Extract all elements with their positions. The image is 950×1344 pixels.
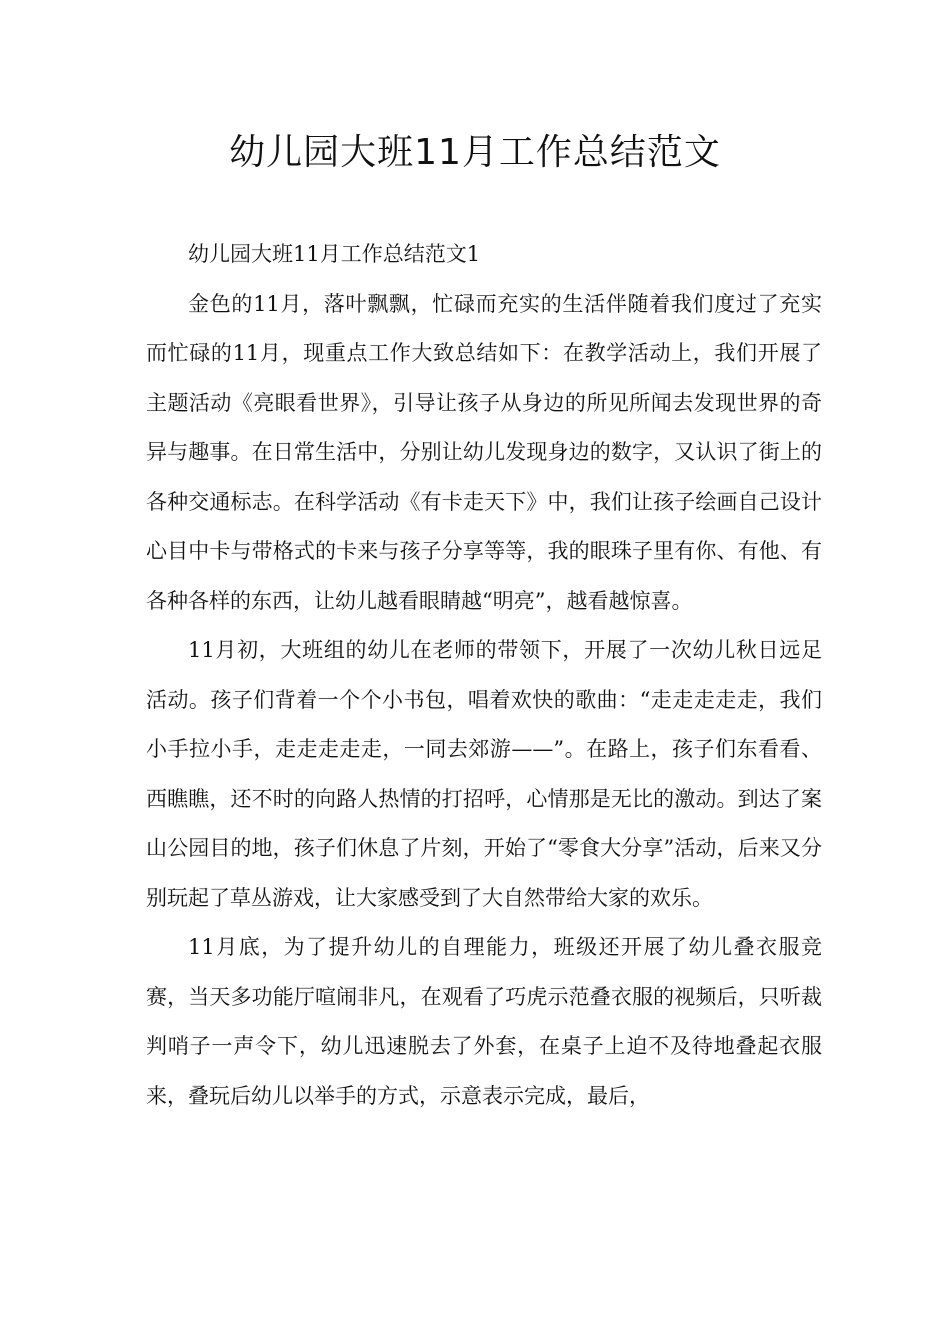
paragraph: 11月底，为了提升幼儿的自理能力，班级还开展了幼儿叠衣服竞赛，当天多功能厅喧闹非凡，在观看了巧虎示范叠衣服的视频后，只听裁判哨子一声令下，幼儿迅速脱去了外套，在桌子上迫不及待地叠起衣服来，叠玩后幼儿以举手的方式，示意表示完成，最后， [146, 935, 822, 1108]
document-body [146, 230, 822, 1121]
paragraph: 金色的11月，落叶飘飘，忙碌而充实的生活伴随着我们度过了充实而忙碌的11月，现重点工作大致总结如下：在教学活动上，我们开展了主题活动《亮眼看世界》，引导让孩子从身边的所见所闻去发现世界的奇异与趣事。在日常生活中，分别让幼儿发现身边的数字，又认识了街上的各种交通标志。在科学活动《有卡走天下》中，我们让孩子绘画自己设计心目中卡与带格式的卡来与孩子分享等等，我的眼珠子里有你、有他、有各种各样的东西，让幼儿越看眼睛越“明亮”，越看越惊喜。 [146, 291, 822, 613]
document-title: 幼儿园大班11月工作总结范文 [229, 132, 721, 173]
section-heading: 幼儿园大班11月工作总结范文1 [188, 242, 481, 266]
paragraph: 11月初，大班组的幼儿在老师的带领下，开展了一次幼儿秋日远足活动。孩子们背着一个个小书包，唱着欢快的歌曲：“走走走走走，我们小手拉小手，走走走走走，一同去郊游——”。在路上，孩子们东看看、西瞧瞧，还不时的向路人热情的打招呼，心情那是无比的激动。到达了案山公园目的地，孩子们休息了片刻，开始了“零食大分享”活动，后来又分别玩起了草丛游戏，让大家感受到了大自然带给大家的欢乐。 [146, 638, 822, 910]
